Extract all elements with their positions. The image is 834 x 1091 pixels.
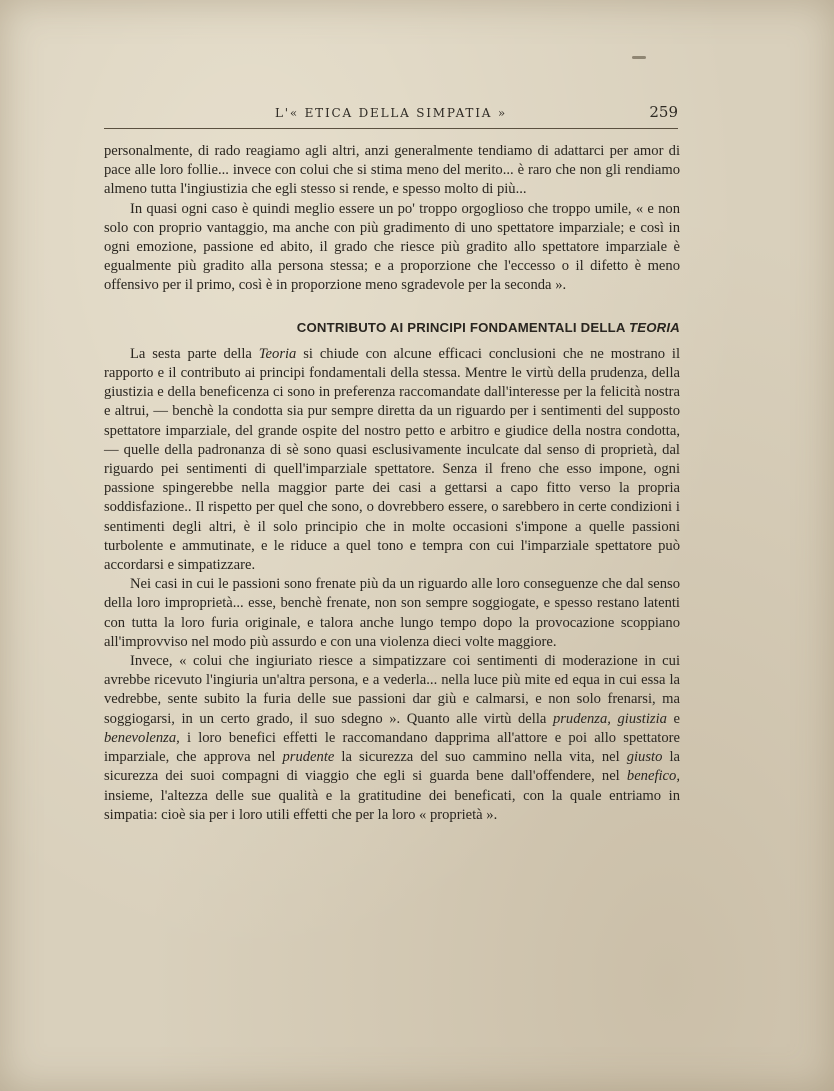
body-text [104,142,680,825]
paragraph-5-italic-3: prudente [282,749,335,766]
paragraph-3 [104,345,680,575]
paragraph-4: Nei casi in cui le passioni sono frenate più da un riguardo alle loro conseguenze che dal senso della loro improprietà... esse, benchè frenate, non son sempre soggiogate, e spesso restano latenti con tutta la loro furia originale, e talora anche lungo tempo dopo la provocazione scoppiano all'improvviso nel modo più assurdo e con una violenza dieci volte maggiore. [104,576,680,650]
paragraph-3-part-b: si chiude con alcune efficaci conclusioni che ne mostrano il rapporto e il contributo ai principi fondamentali della stessa. Mentre le virtù della prudenza, della giustizia e della beneficenza ci sono in preferenza raccomandate dall'interesse per la felicità nostra e altrui, — benchè la condotta sia pur sempre diretta da un riguardo per i sentimenti del supposto spettatore imparziale, del grande ospite del nostro petto e arbitro e giudice della nostra condotta, — quelle della padronanza di sè sono quasi esclusivamente inculcate dal senso di proprietà, dal riguardo pei sentimenti di quell'imparziale spettatore. Senza il freno che esso impone, ogni passione spingerebbe nella maggior parte dei casi a gettarsi a capo fitto verso la propria soddisfazione.. Il rispetto per quel che sono, o dovrebbero essere, o sarebbero in certe condizioni i sentimenti degli altri, è il solo principio che in molte occasioni s'impone a quelle passioni turbolente e ammutinate, e le riduce a quel tono e tempra con cui l'imparziale spettatore può accordarsi e simpatizzare. [104,345,681,574]
paragraph-5-part-f: insieme, l'altezza delle sue qualità e la gratitudine dei beneficati, con la quale entriamo in simpatia: cioè sia per i loro utili effetti che per la loro « proprietà ». [104,787,680,823]
paragraph-5-part-b: e [673,710,681,727]
paragraph-5 [104,652,680,825]
paragraph-1: personalmente, di rado reagiamo agli altri, anzi generalmente tendiamo di adattarci per amor di pace alle loro follie... invece con colui che si stima meno del merito... è raro che non gli rendiamo almeno tutta l'ingiustizia che egli stesso si rende, e spesso molto di più... [104,143,680,198]
paragraph-3-part-a: La sesta parte della [130,345,252,362]
paragraph-5-part-e: la sicurezza dei suoi compagni di viaggio che egli si guarda bene dall'offendere, nel [104,749,680,785]
paragraph-5-italic-5: benefico, [626,768,680,785]
page-number: 259 [649,103,678,121]
paragraph-5-part-d: la sicurezza del suo cammino nella vita, nel [341,749,620,766]
paragraph-2: In quasi ogni caso è quindi meglio essere un po' troppo orgoglioso che troppo umile, « e non solo con proprio vantaggio, ma anche con più gradimento di uno spettatore imparziale; e così in ogni emozione, passione ed abito, il grado che riesce più gradito allo spettatore imparziale è egualmente più gradito alla persona stessa; e a proporzione che l'eccesso o il difetto è meno offensivo per il primo, così è in proporzione meno sgradevole per la seconda ». [104,200,680,294]
running-title: L'« ETICA DELLA SIMPATIA » [275,106,507,120]
running-head [104,104,678,129]
paragraph-5-part-c: i loro benefici effetti le raccomandano dapprima all'attore e poi allo spettatore imparziale, che approva nel [104,729,680,766]
paragraph-5-italic-2: benevolenza, [104,729,180,746]
paragraph-5-part-a: Invece, « colui che ingiuriato riesce a simpatizzare coi sentimenti di moderazione in cui avrebbe ricevuto l'ingiuria un'altra persona, e a vederla... nella luce più mite ed equa in cui essa la vedrebbe, sente subito la furia delle sue passioni dar giù e calmarsi, e non solo frenarsi, ma soggiogarsi, in un certo grado, il suo sdegno ». Quanto alle virtù della [104,653,680,727]
paper-stain [632,56,646,59]
paragraph-3-italic: Teoria [258,345,297,362]
section-heading-text: CONTRIBUTO AI PRINCIPI FONDAMENTALI DELLA [296,319,626,335]
paragraph-5-italic-4: giusto [626,749,663,766]
section-heading [104,318,680,337]
paragraph-5-italic-1: prudenza, giustizia [552,710,667,727]
section-heading-italic: TEORIA [628,319,680,335]
